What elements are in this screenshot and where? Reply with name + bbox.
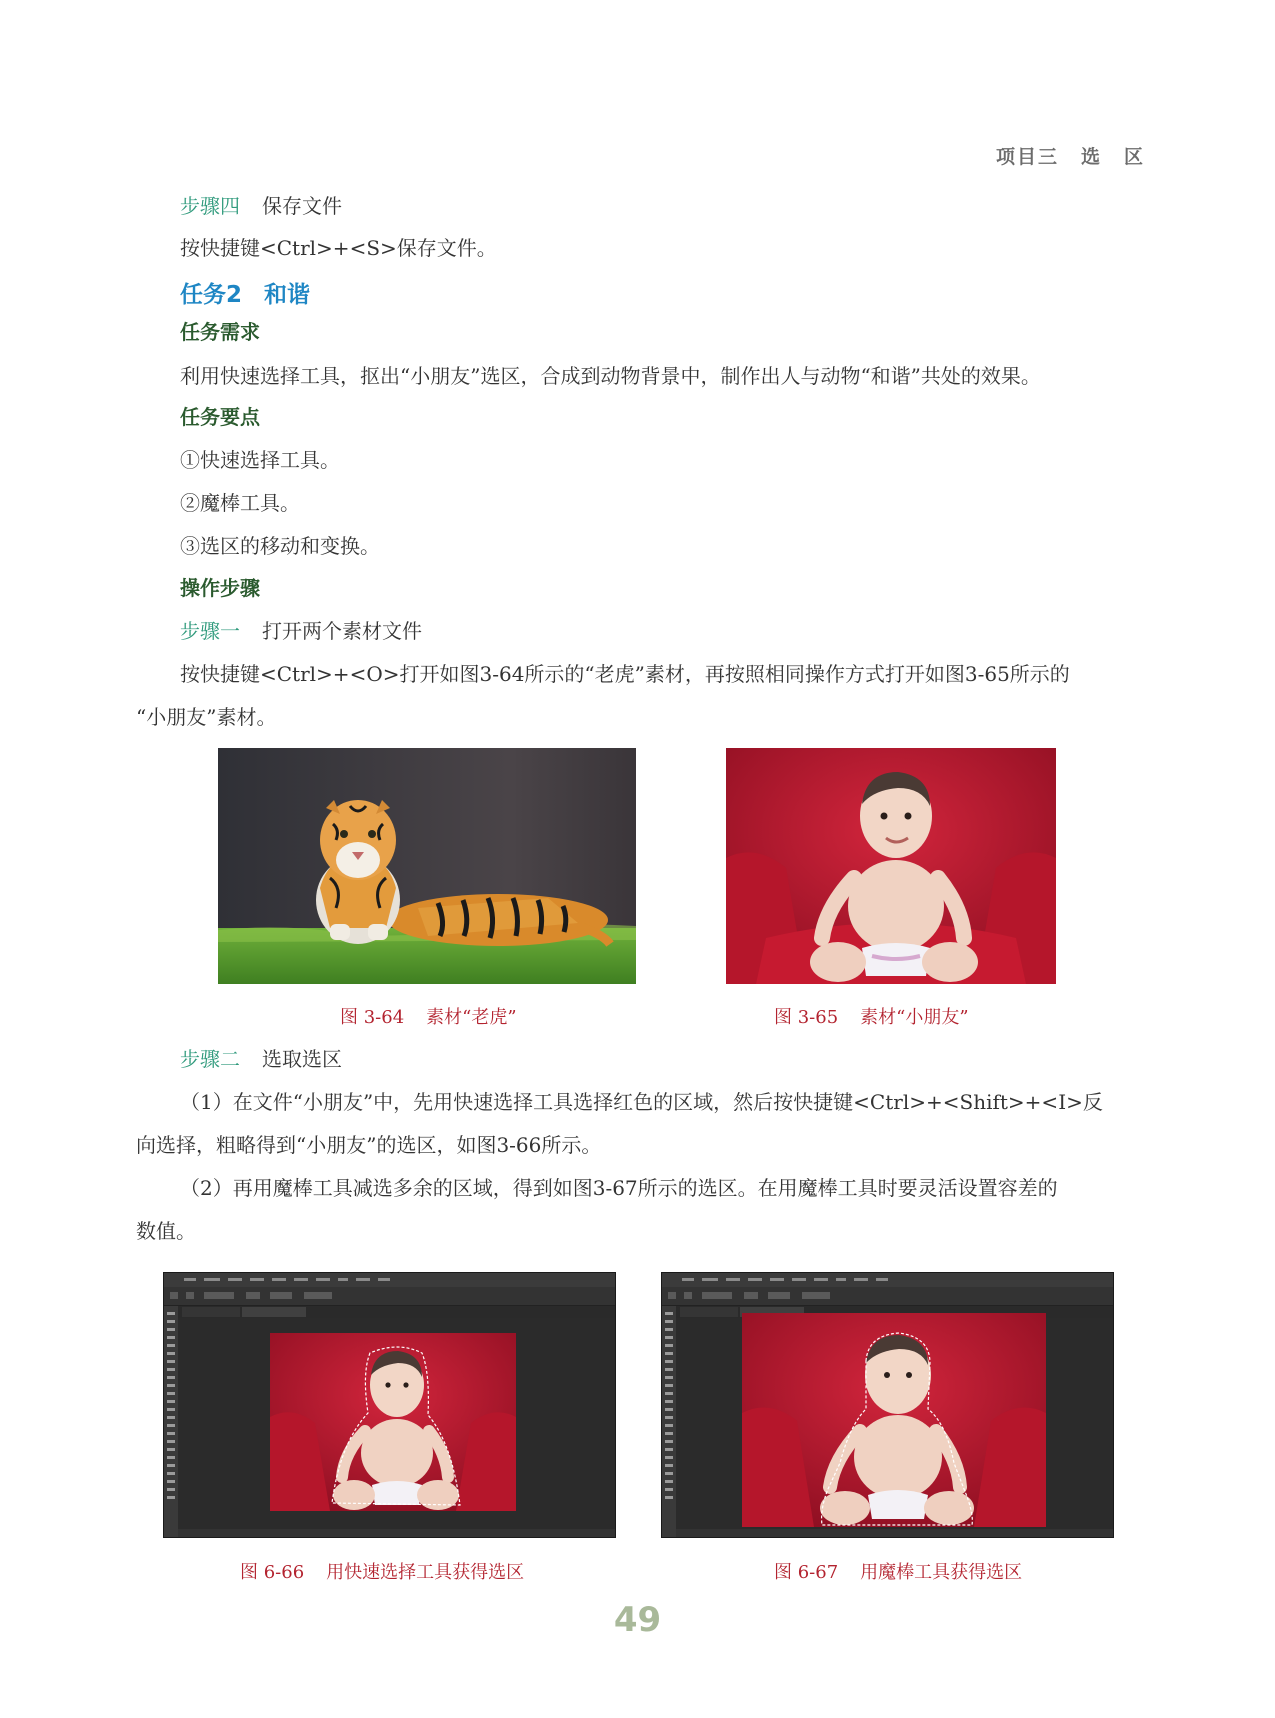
step1-heading — [180, 617, 422, 645]
step1-label: 步骤一 — [180, 619, 240, 643]
step1-text-line1: 按快捷键<Ctrl>+<O>打开如图3-64所示的“老虎”素材，再按照相同操作方式打开如图3-65所示的 — [180, 662, 1070, 686]
child-photo — [726, 748, 1056, 984]
figure-6-67-caption — [774, 1558, 1022, 1584]
running-header — [974, 142, 1145, 169]
ps-toolbox — [164, 1306, 178, 1537]
step2-label: 步骤二 — [180, 1047, 240, 1071]
step2-p1-line2: 向选择，粗略得到“小朋友”的选区，如图3-66所示。 — [136, 1133, 602, 1157]
page-number: 49 — [613, 1600, 662, 1640]
task-name: 和谐 — [264, 282, 311, 308]
step2-heading — [180, 1045, 342, 1073]
figure-3-64-text: 素材“老虎” — [426, 1007, 517, 1028]
point-item-1: ①快速选择工具。 — [180, 448, 340, 472]
step2-title: 选取选区 — [262, 1047, 342, 1071]
ps-document-tabs — [178, 1306, 615, 1318]
task-title — [180, 276, 310, 309]
task-label: 任务2 — [180, 282, 243, 308]
ps-status-bar — [178, 1529, 615, 1537]
ps-toolbox — [662, 1306, 676, 1537]
ps-status-bar — [676, 1529, 1113, 1537]
figure-6-66-caption — [240, 1558, 524, 1584]
header-project: 项目三 — [995, 146, 1059, 168]
ps-options-bar — [164, 1287, 615, 1306]
figure-6-66-num: 图 6-66 — [240, 1562, 305, 1583]
step4-text: 按快捷键<Ctrl>+<S>保存文件。 — [180, 236, 497, 260]
photoshop-screenshot-magic-wand — [661, 1272, 1114, 1538]
tiger-photo — [218, 748, 636, 984]
figure-3-64-caption — [340, 1003, 517, 1029]
figure-3-65-num: 图 3-65 — [774, 1007, 839, 1028]
figure-6-67-num: 图 6-67 — [774, 1562, 839, 1583]
figure-3-65-caption — [774, 1003, 969, 1029]
step2-p2-line1: （2）再用魔棒工具减选多余的区域，得到如图3-67所示的选区。在用魔棒工具时要灵活设置容差的 — [180, 1176, 1058, 1200]
figure-3-64-num: 图 3-64 — [340, 1007, 405, 1028]
ps-canvas-2 — [742, 1313, 1046, 1527]
requirement-heading: 任务需求 — [180, 320, 260, 344]
header-word-1: 选 — [1080, 146, 1102, 168]
figure-3-65-text: 素材“小朋友” — [860, 1007, 969, 1028]
ps-options-bar — [662, 1287, 1113, 1306]
point-item-3: ③选区的移动和变换。 — [180, 534, 380, 558]
operations-heading: 操作步骤 — [180, 576, 260, 600]
figure-6-66-text: 用快速选择工具获得选区 — [326, 1562, 525, 1583]
step4-label: 步骤四 — [180, 194, 240, 218]
points-heading: 任务要点 — [180, 405, 260, 429]
header-word-2: 区 — [1123, 146, 1145, 168]
photoshop-screenshot-quick-select — [163, 1272, 616, 1538]
ps-menubar — [662, 1273, 1113, 1287]
step4-heading — [180, 192, 342, 220]
figure-6-67-text: 用魔棒工具获得选区 — [860, 1562, 1023, 1583]
step1-title: 打开两个素材文件 — [262, 619, 422, 643]
ps-canvas-1 — [270, 1333, 516, 1511]
point-item-2: ②魔棒工具。 — [180, 491, 300, 515]
step2-p1-line1: （1）在文件“小朋友”中，先用快速选择工具选择红色的区域，然后按快捷键<Ctrl>+<Shift>+<I>反 — [180, 1090, 1103, 1114]
requirement-text: 利用快速选择工具，抠出“小朋友”选区，合成到动物背景中，制作出人与动物“和谐”共处的效果。 — [180, 364, 1041, 388]
step2-p2-line2: 数值。 — [136, 1219, 196, 1243]
ps-menubar — [164, 1273, 615, 1287]
step1-text-line2: “小朋友”素材。 — [136, 705, 277, 729]
step4-title: 保存文件 — [262, 194, 342, 218]
